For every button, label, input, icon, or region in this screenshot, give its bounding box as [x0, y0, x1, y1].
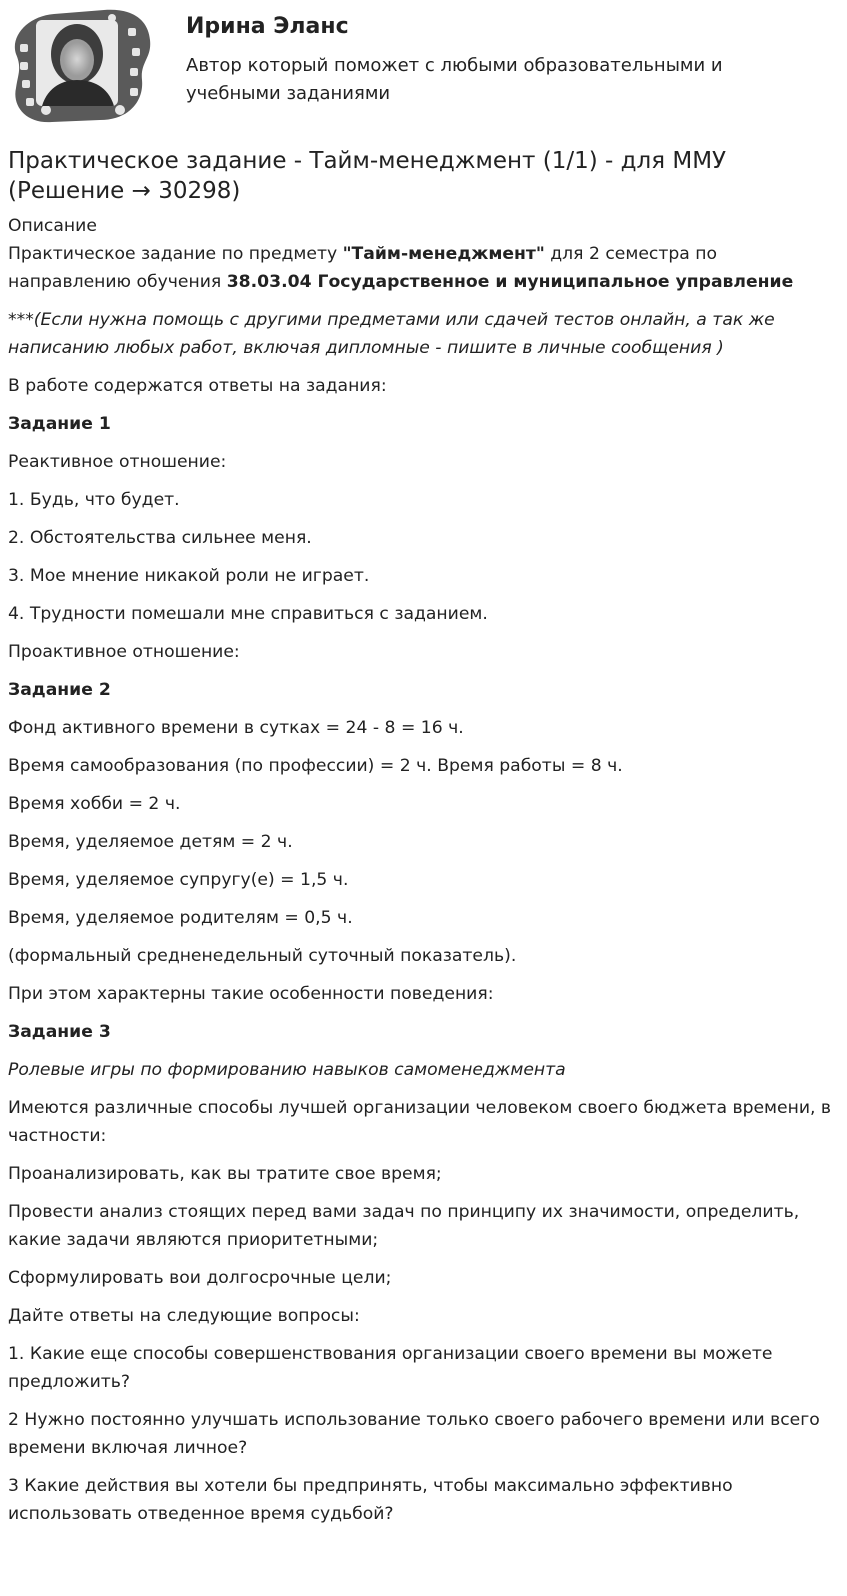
task2-line: При этом характерны такие особенности поведения:	[8, 984, 494, 1004]
reactive-label: Реактивное отношение:	[8, 452, 227, 472]
task2-line: (формальный средненедельный суточный показатель).	[8, 946, 517, 966]
task3-question: 2 Нужно постоянно улучшать использование только своего рабочего времени или всего времени включая личное?	[8, 1410, 820, 1458]
task1-item: 4. Трудности помешали мне справиться с заданием.	[8, 604, 488, 624]
task2-line: Время, уделяемое супругу(е) = 1,5 ч.	[8, 870, 349, 890]
task1-item: 2. Обстоятельства сильнее меня.	[8, 528, 312, 548]
description-content	[8, 212, 843, 1538]
task3-line: Дайте ответы на следующие вопросы:	[8, 1306, 360, 1326]
intro-paragraph	[8, 240, 843, 296]
study-direction: 38.03.04 Государственное и муниципальное управление	[226, 272, 794, 292]
contact-note: ***(Если нужна помощь с другими предметами или сдачей тестов онлайн, а так же написанию любых работ, включая дипломные - пишите в личные сообщения )	[8, 310, 775, 358]
author-avatar[interactable]	[8, 6, 154, 126]
author-description: Автор который поможет с любыми образовательными и учебными заданиями	[186, 55, 723, 104]
subject-name: "Тайм-менеджмент"	[342, 244, 545, 264]
task2-heading: Задание 2	[8, 680, 111, 700]
task2-line: Фонд активного времени в сутках = 24 - 8 = 16 ч.	[8, 718, 464, 738]
author-block	[8, 6, 838, 126]
task3-question: 3 Какие действия вы хотели бы предпринять, чтобы максимально эффективно использовать отведенное время судьбой?	[8, 1476, 733, 1524]
task3-line: Проанализировать, как вы тратите свое время;	[8, 1164, 442, 1184]
task1-item: 3. Мое мнение никакой роли не играет.	[8, 566, 370, 586]
author-name[interactable]: Ирина Эланс	[186, 14, 349, 39]
task2-line: Время хобби = 2 ч.	[8, 794, 181, 814]
task2-line: Время самообразования (по профессии) = 2 ч. Время работы = 8 ч.	[8, 756, 623, 776]
task3-heading: Задание 3	[8, 1022, 111, 1042]
task2-line: Время, уделяемое родителям = 0,5 ч.	[8, 908, 353, 928]
intro-text-2: для 2 семестра по направлению обучения	[8, 244, 718, 292]
task3-line: Провести анализ стоящих перед вами задач по принципу их значимости, определить, какие задачи являются приоритетными;	[8, 1202, 800, 1250]
task1-heading: Задание 1	[8, 414, 111, 434]
proactive-label: Проактивное отношение:	[8, 642, 240, 662]
task3-line: Сформулировать вои долгосрочные цели;	[8, 1268, 392, 1288]
task1-item: 1. Будь, что будет.	[8, 490, 180, 510]
intro-text-1: Практическое задание по предмету	[8, 244, 343, 264]
task3-question: 1. Какие еще способы совершенствования организации своего времени вы можете предложить?	[8, 1344, 773, 1392]
contains-text: В работе содержатся ответы на задания:	[8, 376, 387, 396]
task2-line: Время, уделяемое детям = 2 ч.	[8, 832, 293, 852]
page-title: Практическое задание - Тайм-менеджмент (1/1) - для ММУ (Решение → 30298)	[8, 148, 727, 204]
task3-line: Имеются различные способы лучшей организации человеком своего бюджета времени, в частности:	[8, 1098, 832, 1146]
task3-subtitle: Ролевые игры по формированию навыков самоменеджмента	[8, 1060, 566, 1080]
description-label: Описание	[8, 216, 97, 236]
